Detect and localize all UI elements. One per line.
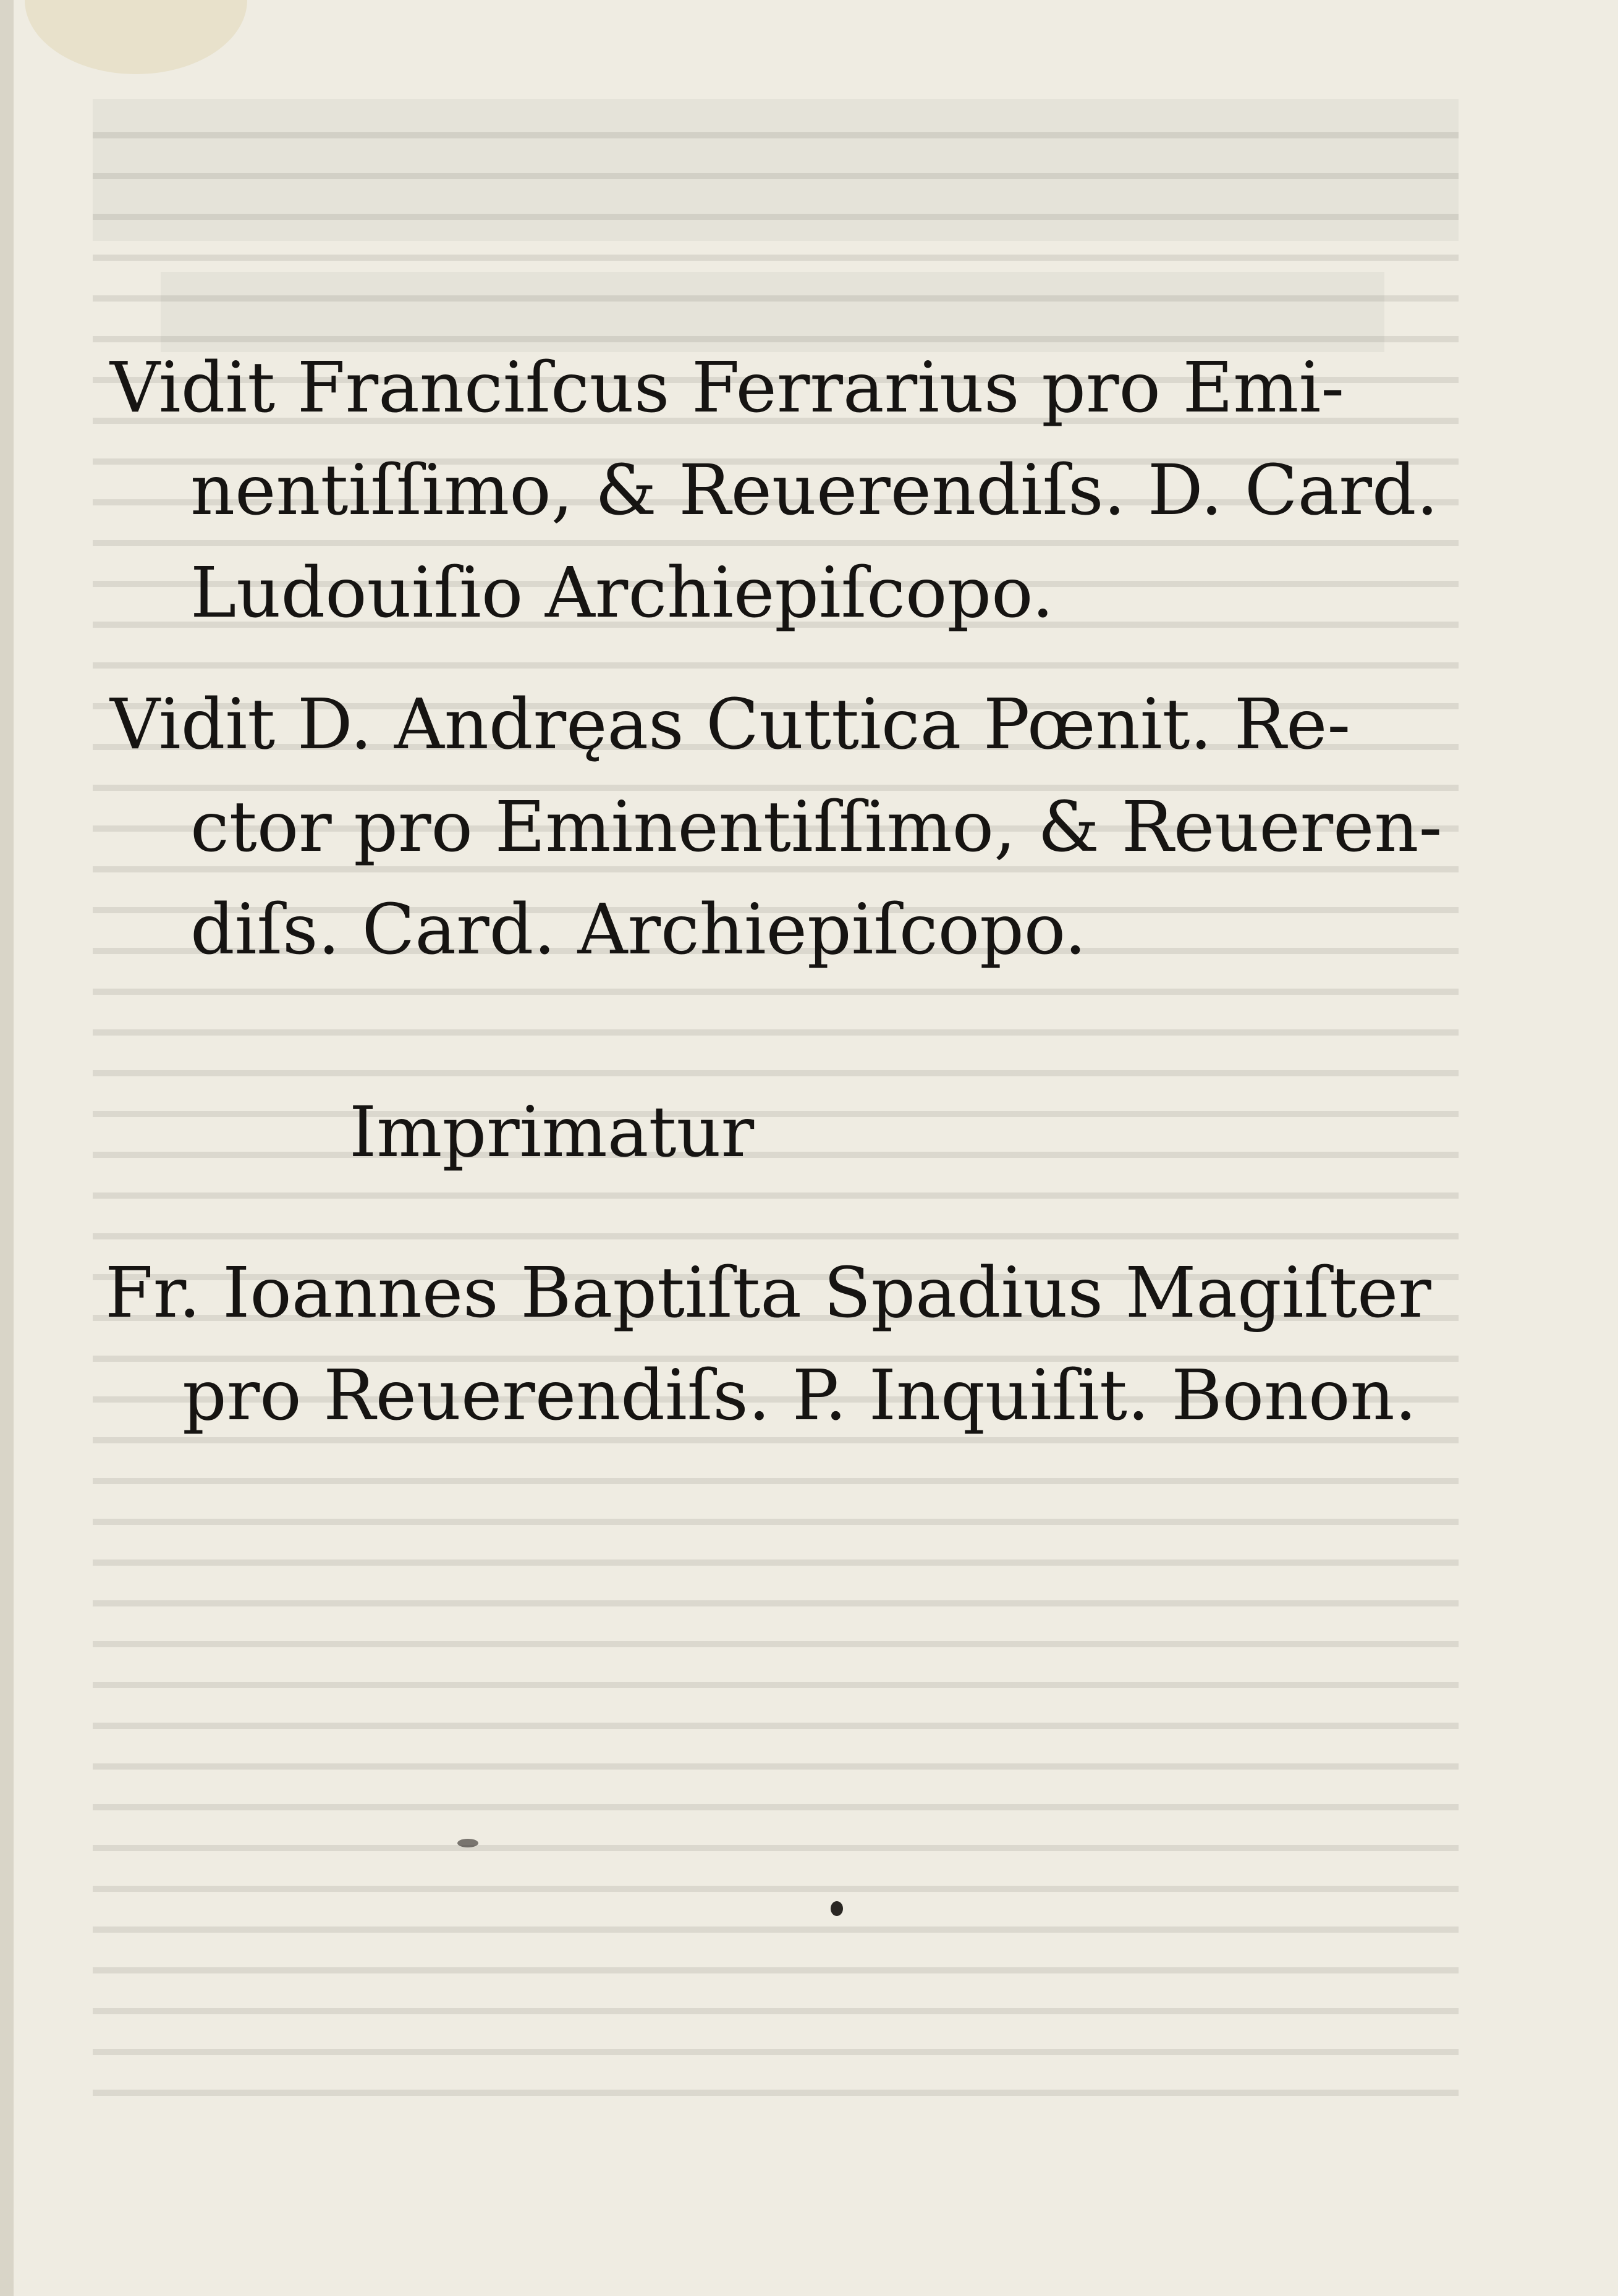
paper-stain	[25, 0, 247, 74]
ink-speck	[457, 1839, 478, 1847]
approval-paragraph-2	[110, 673, 1442, 981]
text-line: nentiſſimo, & Reuerendiſs. D. Card.	[190, 450, 1439, 531]
text-line: Ludouiſio Archiepiſcopo.	[190, 553, 1054, 633]
text-line: pro Reuerendiſs. P. Inquiſit. Bonon.	[182, 1356, 1417, 1436]
text-line: ctor pro Eminentiſſimo, & Reueren-	[190, 787, 1442, 867]
text-line: Fr. Ioannes Baptiſta Spadius Magiſter	[105, 1253, 1431, 1333]
ink-speck	[831, 1901, 843, 1916]
inquisitor-signature	[105, 1242, 1431, 1447]
text-line: Vidit D. Andręas Cuttica Pœnit. Re-	[110, 685, 1351, 765]
text-line: diſs. Card. Archiepiſcopo.	[190, 890, 1086, 970]
text-line: Vidit Franciſcus Ferrarius pro Emi-	[110, 348, 1345, 428]
imprimatur-heading: Imprimatur	[349, 1092, 755, 1173]
page-binding-edge	[0, 0, 14, 2296]
approval-paragraph-1	[110, 337, 1438, 644]
